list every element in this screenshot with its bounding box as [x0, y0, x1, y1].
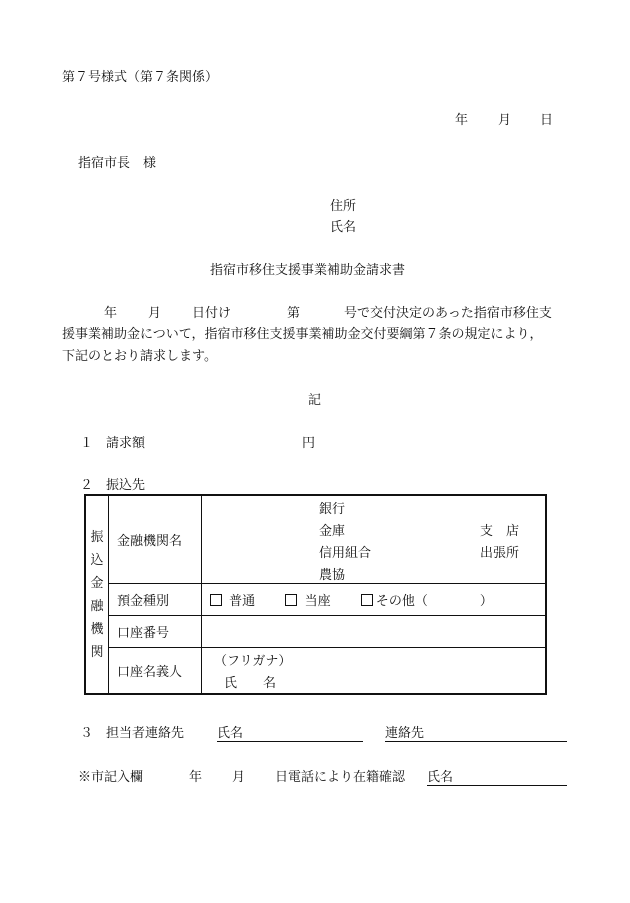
checkbox-toza[interactable]: 当座 — [285, 594, 330, 609]
contact-name-label: 氏名 — [217, 726, 244, 741]
checkbox-futsu[interactable]: 普通 — [210, 594, 255, 609]
account-number-field[interactable] — [202, 615, 547, 647]
contact-phone-label: 連絡先 — [385, 726, 425, 741]
office-year: 年 — [189, 770, 203, 785]
branch-type-shutchojo: 出張所 — [480, 546, 520, 561]
checkbox-other[interactable]: その他（ ） — [361, 594, 493, 609]
body-line1-rest: 号で交付決定のあった指宿市移住支 — [344, 306, 552, 321]
office-month: 月 — [232, 770, 246, 785]
account-holder-label: 口座名義人 — [109, 647, 202, 694]
office-tail-text: 日電話により在籍確認 — [275, 770, 406, 785]
checkbox-icon — [210, 594, 222, 606]
type-nokyo: 農協 — [319, 568, 346, 583]
ki-heading: 記 — [308, 393, 322, 408]
addressee: 指宿市長 様 — [78, 156, 157, 171]
account-type-options — [202, 583, 547, 615]
body-month: 月 — [148, 306, 162, 321]
office-use-label: ※市記入欄 — [78, 770, 144, 785]
furigana-label: （フリガナ） — [214, 653, 292, 669]
transfer-destination-label: ２ 振込先 — [80, 478, 146, 493]
document-title: 指宿市移住支援事業補助金請求書 — [210, 263, 406, 278]
account-holder-field[interactable] — [202, 647, 547, 694]
contact-person-label: ３ 担当者連絡先 — [80, 726, 185, 741]
bank-account-table — [84, 494, 547, 695]
body-line3: 下記のとおり請求します。 — [62, 349, 217, 364]
request-amount-label: １ 請求額 — [80, 436, 146, 451]
form-number: 第７号様式（第７条関係） — [62, 70, 219, 85]
branch-type-shiten: 支 店 — [480, 524, 520, 539]
type-shinkin: 金庫 — [319, 524, 346, 539]
yen-unit: 円 — [302, 436, 316, 451]
institution-label: 金融機関名 — [109, 495, 202, 583]
type-bank: 銀行 — [319, 502, 346, 517]
account-number-label: 口座番号 — [109, 615, 202, 647]
checkbox-icon — [361, 594, 373, 606]
applicant-address-label: 住所 — [330, 199, 357, 214]
date-day: 日 — [540, 113, 554, 128]
contact-phone-field[interactable] — [385, 722, 567, 742]
date-year: 年 — [455, 113, 469, 128]
applicant-name-label: 氏名 — [330, 220, 357, 235]
vertical-header-bank: 振 込 金 融 機 関 — [85, 495, 109, 694]
body-year: 年 — [104, 306, 118, 321]
date-month: 月 — [498, 113, 512, 128]
office-name-field[interactable] — [427, 766, 567, 786]
checkbox-icon — [285, 594, 297, 606]
office-name-label: 氏名 — [427, 770, 454, 785]
body-line2: 援事業補助金について，指宿市移住支援事業補助金交付要綱第７条の規定により， — [62, 327, 543, 342]
body-dai: 第 — [287, 306, 301, 321]
account-type-label: 預金種別 — [109, 583, 202, 615]
institution-field[interactable] — [202, 495, 547, 583]
holder-name-label: 氏 名 — [224, 675, 277, 691]
body-day-dated: 日付け — [192, 306, 232, 321]
contact-name-field[interactable] — [217, 722, 363, 742]
type-credit-union: 信用組合 — [319, 546, 372, 561]
